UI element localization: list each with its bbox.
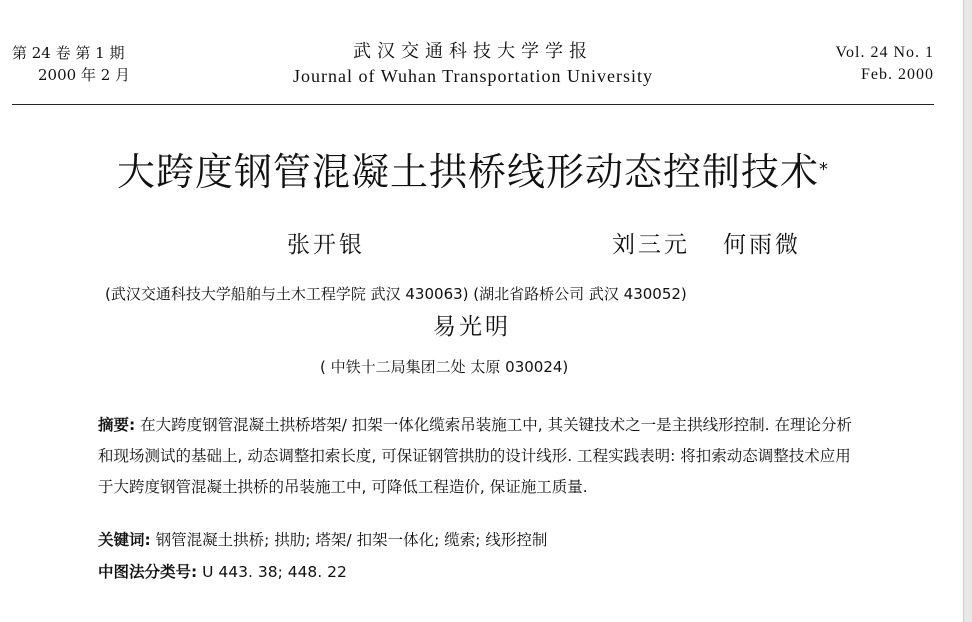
affiliation-2: ( 中铁十二局集团二处 太原 030024) — [320, 358, 569, 376]
classification-text: U 443. 38; 448. 22 — [197, 563, 347, 581]
issue-info-english — [836, 42, 935, 86]
window-right-edge — [963, 0, 972, 622]
issue-date: 2000 年 2 月 — [38, 66, 131, 84]
classification-label: 中图法分类号: — [98, 563, 198, 581]
volume-number: Vol. 24 No. 1 — [835, 44, 934, 61]
journal-name — [0, 40, 946, 88]
keywords-label: 关键词: — [98, 531, 151, 549]
author-1: 张开银 — [287, 232, 365, 258]
classification-number — [98, 560, 347, 584]
abstract-text: 在大跨度钢管混凝土拱桥塔架/ 扣架一体化缆索吊装施工中, 其关键技术之一是主拱线形控制. 在理论分析和现场测试的基础上, 动态调整扣索长度, 可保证钢管拱肋的设计线形. 工程实践表明: 将扣索动态调整技术应用于大跨度钢管混凝土拱桥的吊装施工中, 可降低工程造价, 保证施工质量. — [98, 416, 852, 496]
journal-name-chinese: 武汉交通科技大学学报 — [353, 41, 593, 62]
keywords — [98, 528, 547, 552]
author-3: 何雨微 — [723, 232, 801, 258]
author-4: 易光明 — [433, 314, 511, 340]
paper-title-text: 大跨度钢管混凝土拱桥线形动态控制技术 — [116, 150, 819, 194]
issue-date-english: Feb. 2000 — [861, 66, 934, 83]
header-rule — [12, 104, 934, 105]
volume-issue: 第 24 卷 第 1 期 — [12, 44, 125, 62]
abstract — [98, 410, 860, 503]
affiliation-1: (武汉交通科技大学船舶与土木工程学院 武汉 430063) (湖北省路桥公司 武汉 430052) — [105, 285, 687, 303]
title-footnote-mark: * — [819, 159, 829, 180]
journal-name-english: Journal of Wuhan Transportation University — [293, 66, 653, 86]
abstract-label: 摘要: — [98, 416, 136, 434]
keywords-text: 钢管混凝土拱桥; 拱肋; 塔架/ 扣架一体化; 缆索; 线形控制 — [150, 531, 548, 549]
paper-title — [0, 148, 946, 196]
author-2: 刘三元 — [612, 232, 690, 258]
